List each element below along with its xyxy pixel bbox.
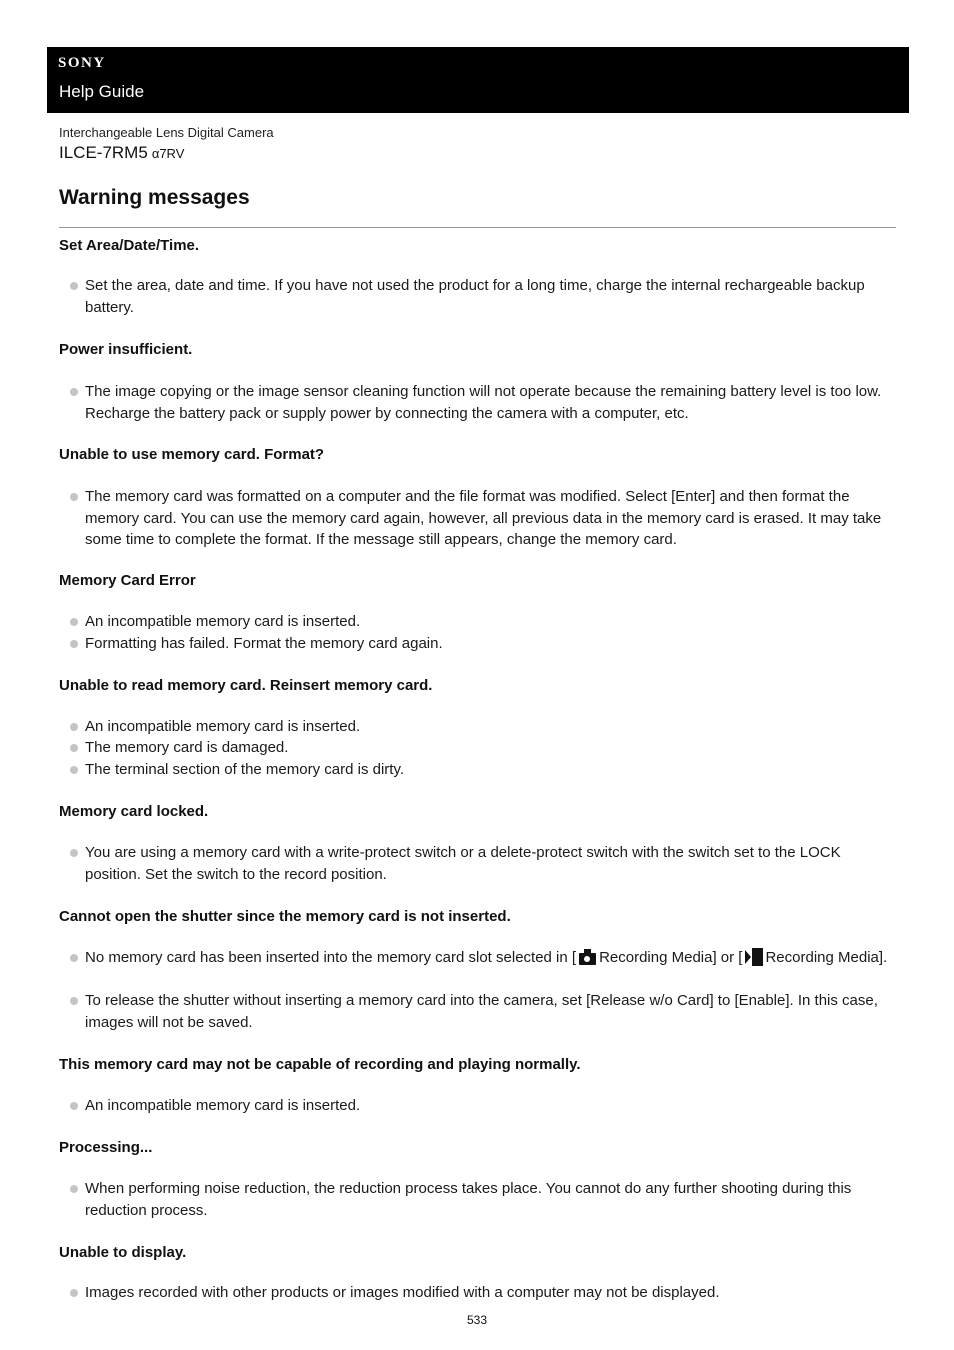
list-item: Formatting has failed. Format the memory card again.	[85, 635, 443, 652]
bullet-icon	[70, 1102, 78, 1110]
bullet-icon	[70, 493, 78, 501]
list-item: You are using a memory card with a write-protect switch or a delete-protect switch with the switch set to the LOCK position. Set the switch to the record position.	[85, 844, 841, 883]
list-item: No memory card has been inserted into the memory card slot selected in [ Recording Media] or [ Recording Media].	[85, 949, 888, 966]
bullet-icon	[70, 388, 78, 396]
model-code: ILCE-7RM5	[59, 143, 148, 162]
section-title: Memory card locked.	[59, 803, 209, 820]
help-guide-link[interactable]: Help Guide	[59, 82, 145, 101]
section-title: This memory card may not be capable of recording and playing normally.	[59, 1056, 581, 1073]
section-title: Memory Card Error	[59, 572, 196, 589]
section-title: Unable to display.	[59, 1244, 187, 1261]
list-item: When performing noise reduction, the reduction process takes place. You cannot do any further shooting during this reduction process.	[85, 1180, 852, 1219]
bullet-icon	[70, 1289, 78, 1297]
title-divider	[59, 227, 896, 228]
bullet-icon	[70, 849, 78, 857]
section-title: Unable to use memory card. Format?	[59, 446, 325, 463]
section-title: Set Area/Date/Time.	[59, 237, 200, 254]
list-item: The memory card was formatted on a computer and the file format was modified. Select [Enter] and then format the memory card. You can use the memory card again, however, all previous data in the memory card is erased. It may take some time to complete the format. If the message still appears, change the memory card.	[85, 488, 882, 548]
list-item: The memory card is damaged.	[85, 739, 289, 756]
movie-icon	[744, 947, 763, 966]
list-item: The image copying or the image sensor cleaning function will not operate because the remaining battery level is too low. Recharge the battery pack or supply power by connecting the camera with a computer, etc.	[85, 383, 882, 422]
bullet-icon	[70, 744, 78, 752]
bullet-icon	[70, 954, 78, 962]
list-item: An incompatible memory card is inserted.	[85, 718, 361, 735]
bullet-icon	[70, 766, 78, 774]
bullet-icon	[70, 723, 78, 731]
product-type: Interchangeable Lens Digital Camera	[59, 125, 274, 140]
list-item: An incompatible memory card is inserted.	[85, 1097, 361, 1114]
model-alias: α7RV	[151, 146, 185, 161]
model-name	[59, 143, 184, 163]
bullet-icon	[70, 640, 78, 648]
page-number: 533	[466, 1313, 488, 1327]
bullet-icon	[70, 618, 78, 626]
bullet-icon	[70, 282, 78, 290]
section-title: Unable to read memory card. Reinsert memory card.	[59, 677, 433, 694]
list-item: To release the shutter without inserting a memory card into the camera, set [Release w/o Card] to [Enable]. In this case, images will not be saved.	[85, 992, 878, 1031]
list-item: The terminal section of the memory card is dirty.	[85, 761, 404, 778]
sony-logo: SONY	[58, 55, 106, 71]
camera-still-icon	[578, 947, 597, 966]
section-title: Cannot open the shutter since the memory card is not inserted.	[59, 908, 511, 925]
section-title: Processing...	[59, 1139, 153, 1156]
list-item: Set the area, date and time. If you have not used the product for a long time, charge the internal rechargeable backup battery.	[85, 277, 865, 316]
bullet-icon	[70, 997, 78, 1005]
section-title: Power insufficient.	[59, 341, 193, 358]
list-item: An incompatible memory card is inserted.	[85, 613, 361, 630]
bullet-icon	[70, 1185, 78, 1193]
help-guide-header	[47, 47, 909, 113]
list-item: Images recorded with other products or images modified with a computer may not be displayed.	[85, 1284, 720, 1301]
page-title: Warning messages	[59, 186, 250, 209]
